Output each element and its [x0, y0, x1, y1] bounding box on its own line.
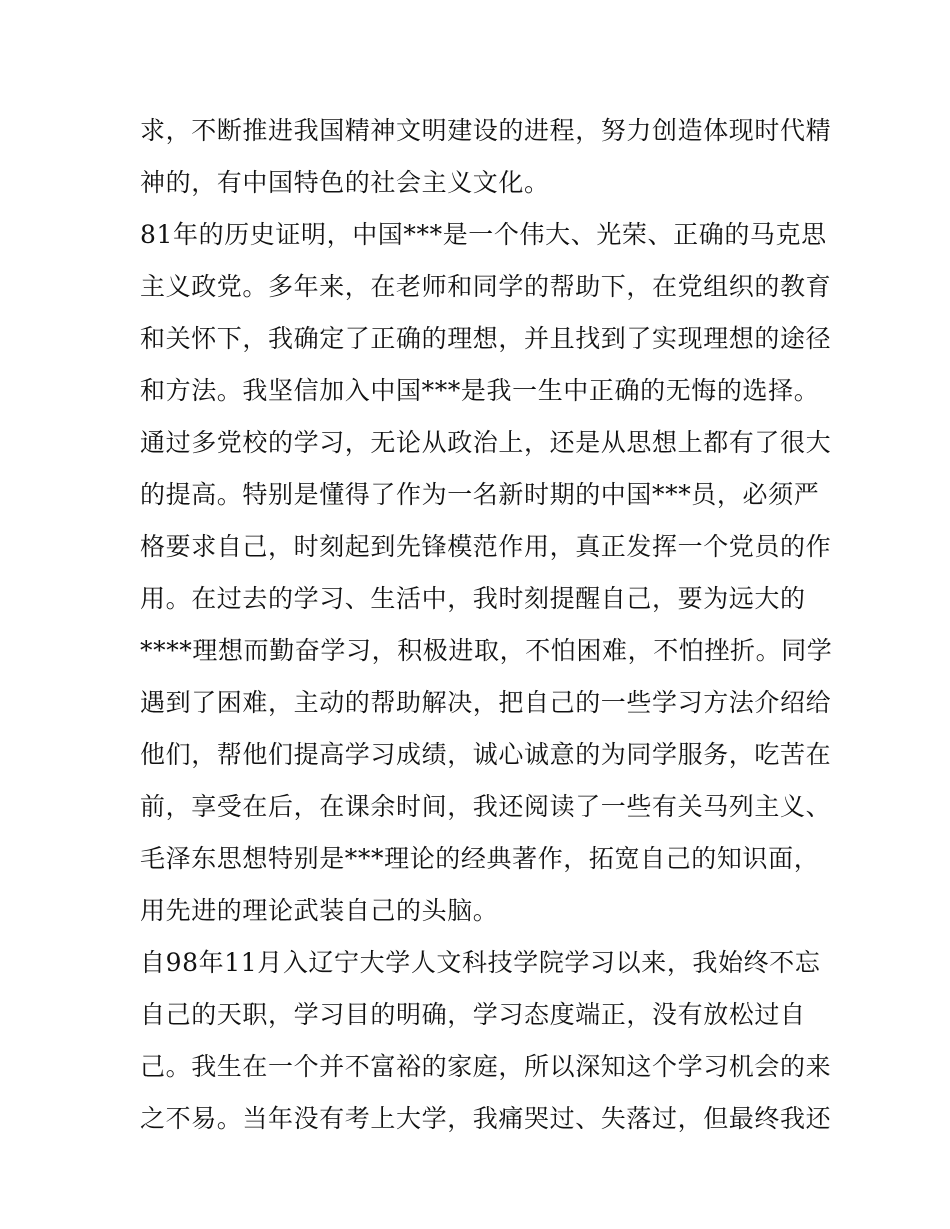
text-line: 之不易。当年没有考上大学，我痛哭过、失落过，但最终我还	[140, 1104, 832, 1133]
text-line: 用先进的理论武装自己的头脑。	[140, 896, 499, 925]
text-line: 自己的天职，学习目的明确，学习态度端正，没有放松过自	[140, 1000, 806, 1029]
text-line: 81年的历史证明，中国***是一个伟大、光荣、正确的马克思	[140, 220, 827, 249]
text-line: 他们，帮他们提高学习成绩，诚心诚意的为同学服务，吃苦在	[140, 740, 832, 769]
text-line: 和方法。我坚信加入中国***是我一生中正确的无悔的选择。	[140, 376, 820, 405]
body-text	[140, 105, 833, 1145]
text-line: 求，不断推进我国精神文明建设的进程，努力创造体现时代精	[140, 116, 832, 145]
text-line: 和关怀下，我确定了正确的理想，并且找到了实现理想的途径	[140, 324, 832, 353]
text-line: 的提高。特别是懂得了作为一名新时期的中国***员，必须严	[140, 480, 820, 509]
text-line: 毛泽东思想特别是***理论的经典著作，拓宽自己的知识面，	[140, 844, 820, 873]
text-line: 己。我生在一个并不富裕的家庭，所以深知这个学习机会的来	[140, 1052, 832, 1081]
text-line: 通过多党校的学习，无论从政治上，还是从思想上都有了很大	[140, 428, 832, 457]
text-line: 神的，有中国特色的社会主义文化。	[140, 168, 550, 197]
text-line: ****理想而勤奋学习，积极进取，不怕困难，不怕挫折。同学	[140, 636, 833, 665]
text-line: 自98年11月入辽宁大学人文科技学院学习以来，我始终不忘	[140, 948, 821, 977]
text-line: 用。在过去的学习、生活中，我时刻提醒自己，要为远大的	[140, 584, 806, 613]
text-line: 格要求自己，时刻起到先锋模范作用，真正发挥一个党员的作	[140, 532, 832, 561]
text-line: 主义政党。多年来，在老师和同学的帮助下，在党组织的教育	[140, 272, 832, 301]
text-line: 前，享受在后，在课余时间，我还阅读了一些有关马列主义、	[140, 792, 832, 821]
text-line: 遇到了困难，主动的帮助解决，把自己的一些学习方法介绍给	[140, 688, 832, 717]
